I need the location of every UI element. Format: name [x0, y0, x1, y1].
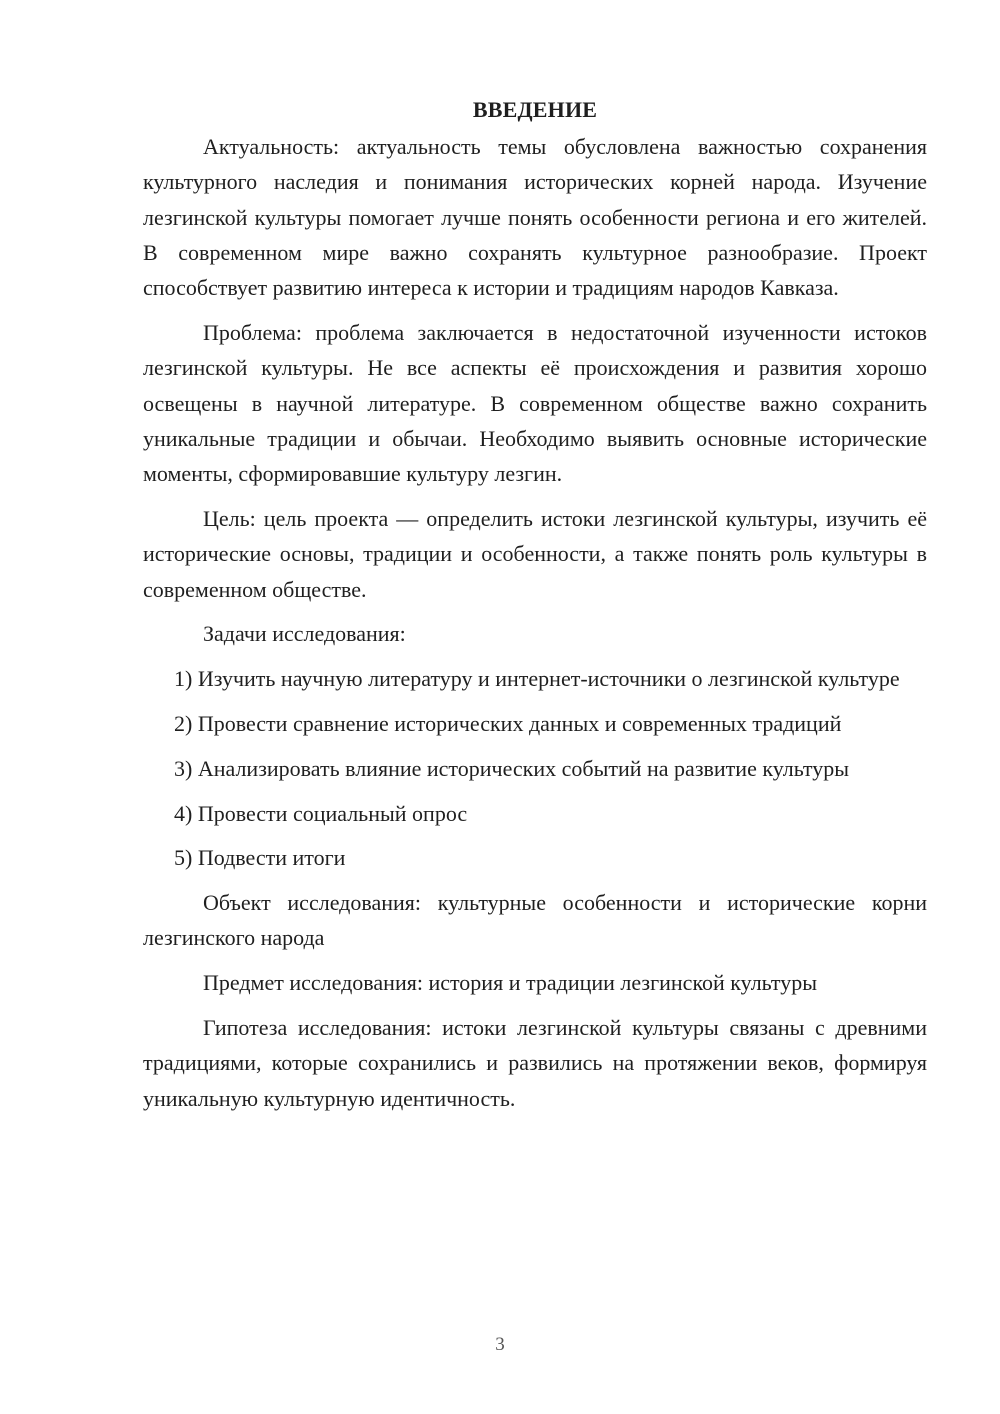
page-number: 3	[495, 1334, 505, 1355]
task-item-5: 5) Подвести итоги	[174, 845, 346, 871]
hypothesis-paragraph: Гипотеза исследования: истоки лезгинской культуры связаны с древними традициями, которые сохранились и развились на протяжении веков, формируя уникальную культурную идентичность.	[143, 1015, 927, 1111]
subject-paragraph: Предмет исследования: история и традиции лезгинской культуры	[203, 970, 817, 996]
goal-paragraph: Цель: цель проекта — определить истоки лезгинской культуры, изучить её исторические основы, традиции и особенности, а также понять роль культуры в современном обществе.	[143, 505, 927, 602]
task-item-4: 4) Провести социальный опрос	[174, 800, 468, 826]
relevance-paragraph: Актуальность: актуальность темы обусловлена важностью сохранения культурного наследия и понимания исторических корней народа. Изучение лезгинской культуры помогает лучше понять особенности региона и его жителей. В современном мире важно сохранять культурное разнообразие. Проект способствует развитию интереса к истории и традициям народов Кавказа.	[143, 134, 927, 301]
object-paragraph: Объект исследования: культурные особенности и исторические корни лезгинского народа	[143, 890, 927, 951]
task-item-3: 3) Анализировать влияние исторических событий на развитие культуры	[174, 755, 850, 781]
task-item-1: 1) Изучить научную литературу и интернет-источники о лезгинской культуре	[174, 666, 900, 692]
tasks-list	[143, 661, 927, 875]
problem-paragraph: Проблема: проблема заключается в недостаточной изученности истоков лезгинской культуры. Не все аспекты её происхождения и развития хорошо освещены в научной литературе. В современном обществе важно сохранить уникальные традиции и обычаи. Необходимо выявить основные исторические моменты, сформировавшие культуру лезгин.	[143, 319, 927, 487]
tasks-heading: Задачи исследования:	[203, 621, 406, 647]
task-item-2: 2) Провести сравнение исторических данных и современных традиций	[174, 710, 842, 736]
document-page	[143, 92, 927, 1125]
page-title: ВВЕДЕНИЕ	[472, 97, 598, 122]
